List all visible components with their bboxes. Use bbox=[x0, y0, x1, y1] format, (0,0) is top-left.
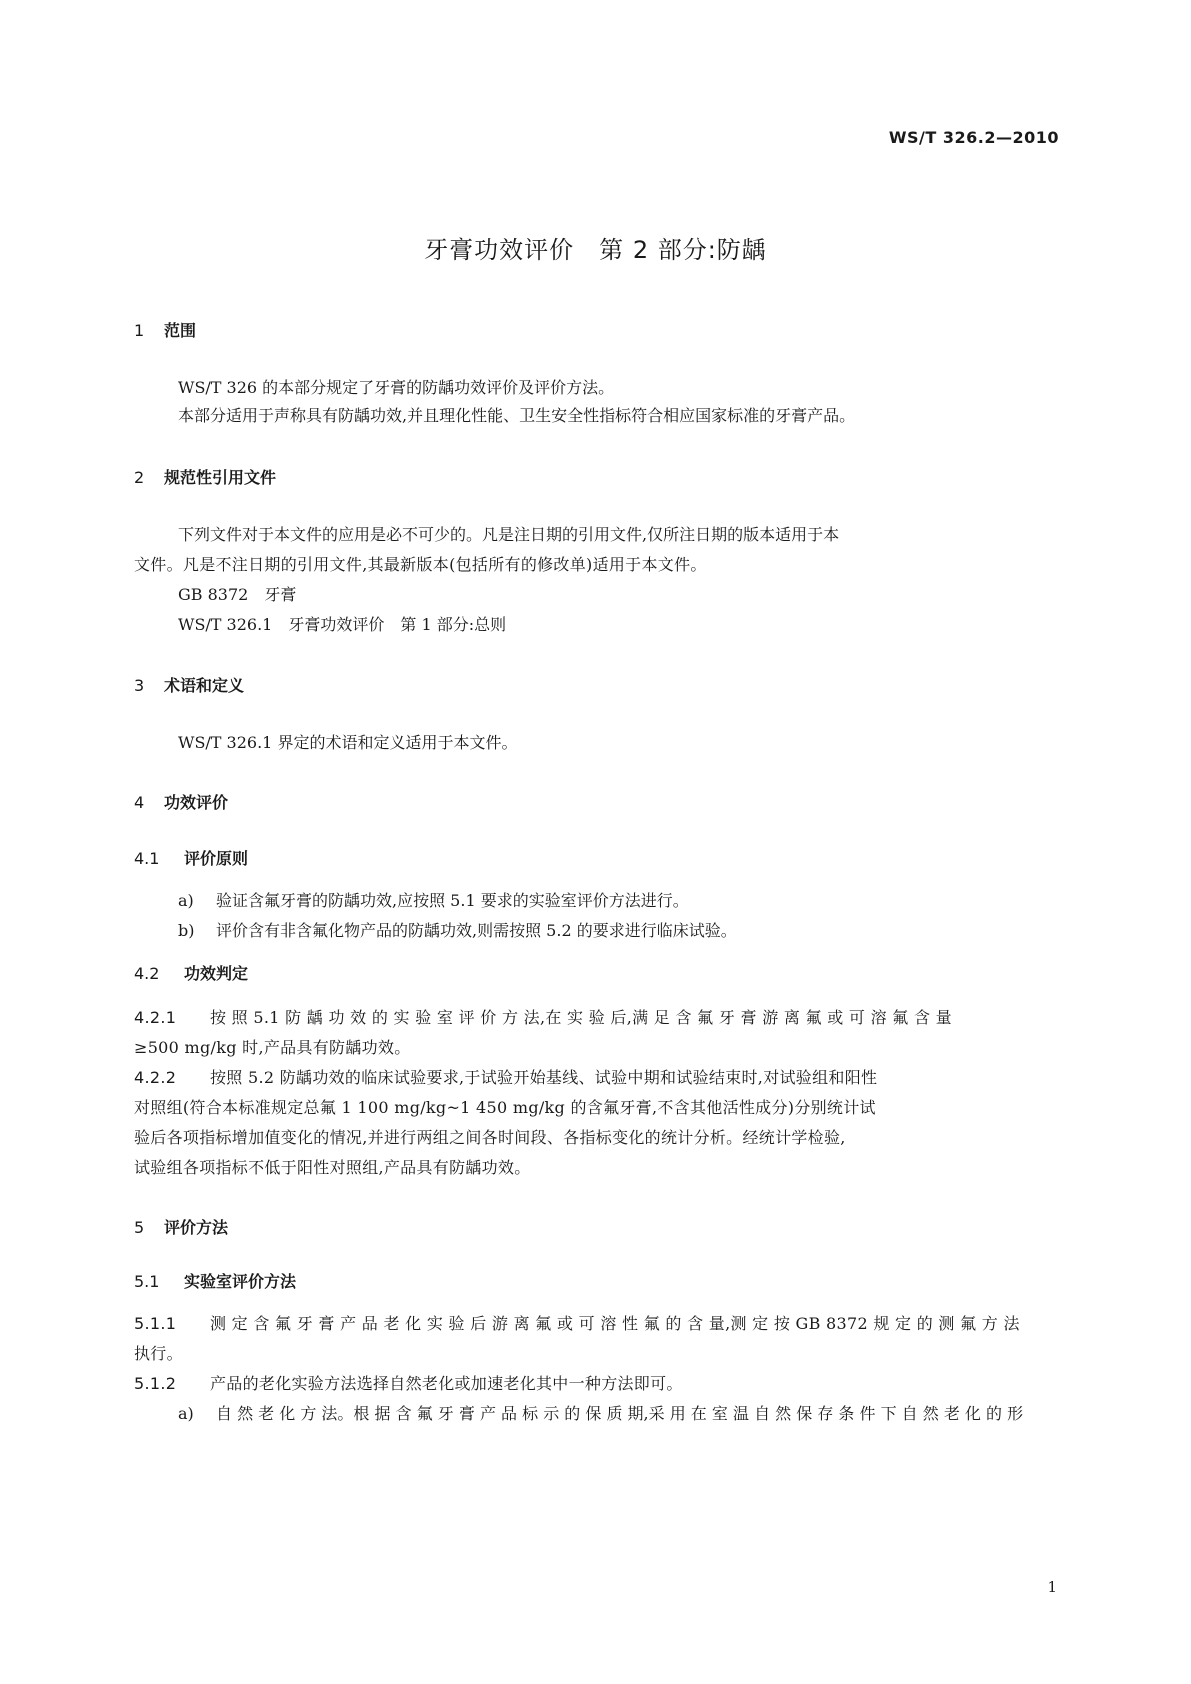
section-number: 2 bbox=[134, 468, 145, 487]
section-number: 4 bbox=[134, 793, 145, 812]
section-3-paragraph-1: WS/T 326.1 界定的术语和定义适用于本文件。 bbox=[178, 733, 518, 752]
clause-4-2-2-line-4: 试验组各项指标不低于阳性对照组,产品具有防龋功效。 bbox=[134, 1158, 531, 1177]
list-marker: a) bbox=[178, 1404, 194, 1423]
list-marker: a) bbox=[178, 891, 194, 910]
section-4-heading bbox=[134, 790, 228, 813]
clause-4-2-2-line-3: 验后各项指标增加值变化的情况,并进行两组之间各时间段、各指标变化的统计分析。经统计学检验, bbox=[134, 1128, 846, 1147]
clause-number: 4.2.2 bbox=[134, 1068, 177, 1087]
list-item-b bbox=[178, 918, 737, 941]
section-number: 1 bbox=[134, 321, 145, 340]
section-title: 规范性引用文件 bbox=[164, 468, 277, 487]
subsection-title: 实验室评价方法 bbox=[184, 1272, 297, 1291]
section-5-1-heading bbox=[134, 1269, 296, 1292]
page-number: 1 bbox=[1047, 1578, 1057, 1596]
section-2-heading bbox=[134, 465, 276, 488]
reference-wst326-1: WS/T 326.1 牙膏功效评价 第 1 部分:总则 bbox=[178, 615, 507, 634]
section-title: 范围 bbox=[164, 321, 197, 340]
clause-4-2-2-line-1 bbox=[134, 1065, 877, 1088]
document-title: 牙膏功效评价 第 2 部分:防龋 bbox=[424, 236, 767, 264]
list-item-a-natural-aging bbox=[178, 1401, 1023, 1424]
section-1-paragraph-2: 本部分适用于声称具有防龋功效,并且理化性能、卫生安全性指标符合相应国家标准的牙膏产品。 bbox=[178, 406, 856, 425]
clause-4-2-2-line-2: 对照组(符合本标准规定总氟 1 100 mg/kg~1 450 mg/kg 的含氟牙膏,不含其他活性成分)分别统计试 bbox=[134, 1098, 876, 1117]
subsection-title: 功效判定 bbox=[184, 964, 249, 983]
section-4-2-heading bbox=[134, 961, 248, 984]
list-item-text: 验证含氟牙膏的防龋功效,应按照 5.1 要求的实验室评价方法进行。 bbox=[216, 891, 689, 910]
section-3-heading bbox=[134, 673, 244, 696]
clause-text: 测 定 含 氟 牙 膏 产 品 老 化 实 验 后 游 离 氟 或 可 溶 性 氟 的 含 量,测 定 按 GB 8372 规 定 的 测 氟 方 法 bbox=[210, 1314, 1020, 1333]
clause-number: 5.1.2 bbox=[134, 1374, 177, 1393]
standard-number: WS/T 326.2—2010 bbox=[888, 128, 1059, 147]
subsection-number: 4.2 bbox=[134, 964, 160, 983]
section-title: 功效评价 bbox=[164, 793, 229, 812]
clause-5-1-1-line-2: 执行。 bbox=[134, 1344, 183, 1363]
section-number: 5 bbox=[134, 1218, 145, 1237]
clause-text: 按照 5.2 防龋功效的临床试验要求,于试验开始基线、试验中期和试验结束时,对试验组和阳性 bbox=[210, 1068, 878, 1087]
list-marker: b) bbox=[178, 921, 195, 940]
section-4-1-heading bbox=[134, 846, 248, 869]
clause-text: 产品的老化实验方法选择自然老化或加速老化其中一种方法即可。 bbox=[210, 1374, 683, 1393]
section-1-heading bbox=[134, 318, 196, 341]
section-number: 3 bbox=[134, 676, 145, 695]
clause-4-2-1-line-2: ≥500 mg/kg 时,产品具有防龋功效。 bbox=[134, 1038, 411, 1057]
section-title: 评价方法 bbox=[164, 1218, 229, 1237]
clause-number: 4.2.1 bbox=[134, 1008, 177, 1027]
clause-5-1-2-line-1 bbox=[134, 1371, 683, 1394]
clause-4-2-1-line-1 bbox=[134, 1005, 952, 1028]
subsection-title: 评价原则 bbox=[184, 849, 249, 868]
list-item-text: 自 然 老 化 方 法。根 据 含 氟 牙 膏 产 品 标 示 的 保 质 期,采 用 在 室 温 自 然 保 存 条 件 下 自 然 老 化 的 形 bbox=[216, 1404, 1024, 1423]
clause-text: 按 照 5.1 防 龋 功 效 的 实 验 室 评 价 方 法,在 实 验 后,满 足 含 氟 牙 膏 游 离 氟 或 可 溶 氟 含 量 bbox=[210, 1008, 952, 1027]
list-item-a bbox=[178, 888, 689, 911]
clause-number: 5.1.1 bbox=[134, 1314, 177, 1333]
section-title: 术语和定义 bbox=[164, 676, 245, 695]
section-2-paragraph-line-2: 文件。凡是不注日期的引用文件,其最新版本(包括所有的修改单)适用于本文件。 bbox=[134, 555, 707, 574]
subsection-number: 4.1 bbox=[134, 849, 160, 868]
subsection-number: 5.1 bbox=[134, 1272, 160, 1291]
section-1-paragraph-1: WS/T 326 的本部分规定了牙膏的防龋功效评价及评价方法。 bbox=[178, 378, 615, 397]
clause-5-1-1-line-1 bbox=[134, 1311, 1020, 1334]
section-5-heading bbox=[134, 1215, 228, 1238]
section-2-paragraph-line-1: 下列文件对于本文件的应用是必不可少的。凡是注日期的引用文件,仅所注日期的版本适用于本 bbox=[178, 525, 840, 544]
reference-gb8372: GB 8372 牙膏 bbox=[178, 585, 297, 604]
list-item-text: 评价含有非含氟化物产品的防龋功效,则需按照 5.2 的要求进行临床试验。 bbox=[216, 921, 737, 940]
